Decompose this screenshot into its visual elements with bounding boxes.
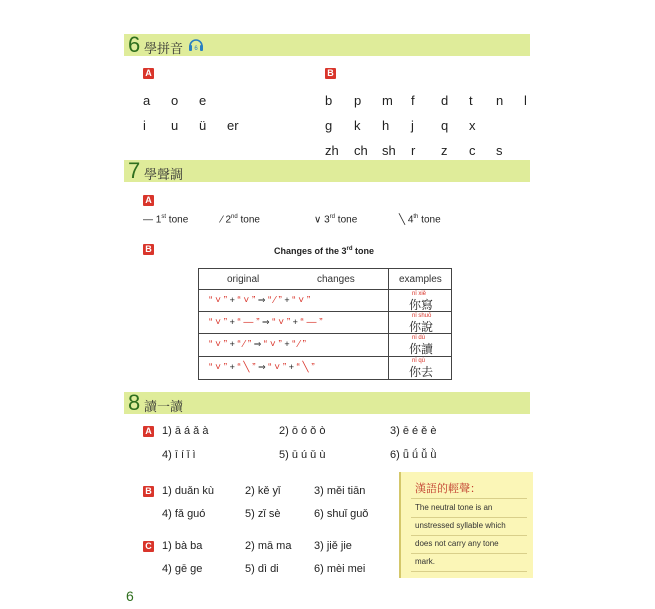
tone-change-table: original changes examples “ ˅ ” + “ ˅ ” ⇒ “ ⁄ ” + “ ˅ ” nǐ xiě 你寫 “ ˅ ” + “ — ” ⇒ “ ˅ ” + “ — ” nǐ shuō 你說 “ ˅ ” + “ ⁄ ” ⇒ “ ˅ ” + “ ⁄ ” nǐ dú 你讀 “ ˅ ” + “ ╲ ” ⇒ “ ˅ ” + “ ╲ ” nǐ qù 你去 (198, 268, 452, 380)
section-title: 學聲調 (144, 168, 184, 183)
list-item: 2) mā ma (245, 540, 292, 552)
table-row: “ ˅ ” + “ — ” ⇒ “ ˅ ” + “ — ” (209, 317, 323, 328)
list-item: 3) ē é ě è (390, 425, 437, 437)
section-title: 學拼音 (144, 42, 184, 57)
header-changes: changes (317, 274, 355, 285)
section-number: 7 (128, 158, 141, 183)
tone-2: ⁄ 2nd tone (221, 214, 260, 226)
tone-4: ╲ 4th tone (399, 214, 441, 226)
table-row: “ ˅ ” + “ ╲ ” ⇒ “ ˅ ” + “ ╲ ” (209, 362, 315, 373)
header-original: original (227, 274, 260, 285)
note-line: does not carry any tone (415, 539, 499, 548)
badge-a: A (143, 195, 154, 206)
badge-a: A (143, 68, 154, 79)
tone-1: — 1st tone (143, 214, 189, 226)
list-item: 4) gē ge (162, 563, 203, 575)
list-item: 6) ǖ ǘ ǚ ǜ (390, 449, 437, 461)
badge-b: B (143, 244, 154, 255)
note-line: The neutral tone is an (415, 503, 493, 512)
header-examples: examples (399, 274, 442, 285)
section-number: 8 (128, 390, 141, 415)
neutral-tone-note (399, 472, 533, 578)
note-line: unstressed syllable which (415, 521, 506, 530)
list-item: 3) měi tiān (314, 485, 366, 497)
list-item: 1) ā á ǎ à (162, 425, 209, 437)
table-row: “ ˅ ” + “ ⁄ ” ⇒ “ ˅ ” + “ ⁄ ” (209, 339, 306, 350)
list-item: 4) fǎ guó (162, 508, 206, 520)
list-item: 1) duǎn kù (162, 485, 214, 497)
list-item: 4) ī í ǐ ì (162, 449, 196, 461)
section-7-header (124, 160, 530, 182)
note-title: 漢語的輕聲： (415, 482, 481, 495)
note-line: mark. (415, 557, 435, 566)
list-item: 6) mèi mei (314, 563, 366, 575)
badge-b: B (143, 486, 154, 497)
list-item: 5) zǐ sè (245, 508, 281, 520)
list-item: 3) jiě jie (314, 540, 352, 552)
section-6-header (124, 34, 530, 56)
list-item: 5) dì di (245, 563, 279, 575)
tone-3: ∨ 3rd tone (314, 214, 358, 226)
badge-b: B (325, 68, 336, 79)
svg-text:6: 6 (194, 46, 198, 52)
section-number: 6 (128, 32, 141, 57)
list-item: 2) kě yǐ (245, 485, 281, 497)
list-item: 2) ō ó ǒ ò (279, 425, 326, 437)
table-row: “ ˅ ” + “ ˅ ” ⇒ “ ⁄ ” + “ ˅ ” (209, 295, 311, 306)
badge-a: A (143, 426, 154, 437)
badge-c: C (143, 541, 154, 552)
headphones-icon[interactable] (188, 36, 204, 52)
list-item: 6) shuǐ guǒ (314, 508, 369, 520)
list-item: 5) ū ú ǔ ù (279, 449, 326, 461)
page-number: 6 (126, 588, 134, 604)
tone-list (143, 214, 463, 230)
section-8-header (124, 392, 530, 414)
table-caption: Changes of the 3rd tone (274, 246, 375, 256)
section-title: 讀一讀 (144, 400, 184, 415)
list-item: 1) bà ba (162, 540, 203, 552)
